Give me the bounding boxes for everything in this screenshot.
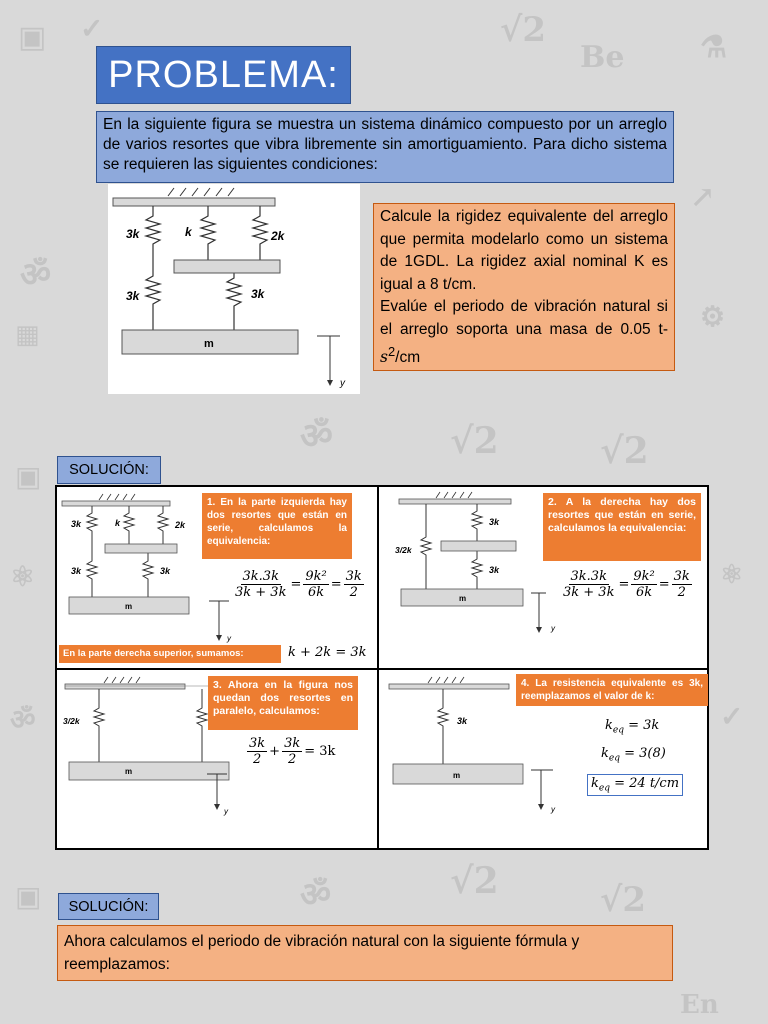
step-1-axis: [207, 597, 237, 647]
svg-text:y: y: [224, 807, 228, 816]
svg-text:y: y: [227, 634, 231, 643]
label-k-left-bottom: 3k: [126, 289, 140, 303]
svg-text:k: k: [115, 518, 121, 528]
solution-steps-grid: [55, 485, 709, 850]
label-mass: m: [204, 338, 214, 350]
label-k-left-top: 3k: [126, 227, 140, 241]
step-4-equation-1: $k_{eq} = 3k$: [605, 718, 660, 736]
step-3-cell: [57, 670, 377, 848]
step-1-diagram: [59, 489, 209, 639]
label-k-mid-top: k: [185, 225, 192, 239]
svg-text:3/2k: 3/2k: [63, 716, 80, 726]
svg-text:m: m: [453, 771, 461, 780]
svg-text:2k: 2k: [175, 520, 186, 530]
step-2-equation: $\frac{3k.3k}{3k + 3k}$ = $\frac{\text{9k²}}{6k}$ = $\frac{3k}{2}$: [563, 569, 690, 600]
step-1-note: 1. En la parte izquierda hay dos resortes que están en serie, calculamos la equivalencia:: [202, 493, 352, 559]
main-spring-figure: [108, 184, 360, 394]
svg-text:3/2k: 3/2k: [395, 545, 412, 555]
page-title: PROBLEMA:: [96, 46, 351, 104]
svg-text:3k: 3k: [160, 566, 171, 576]
step-1-sum-note: En la parte derecha superior, sumamos:: [59, 645, 281, 663]
step-2-axis-label: [549, 621, 563, 635]
final-paragraph: Ahora calculamos el periodo de vibración natural con la siguiente fórmula y reemplazamos:: [57, 925, 673, 981]
svg-text:m: m: [459, 594, 467, 603]
label-k-right-bottom: 3k: [251, 287, 265, 301]
step-2-diagram: [381, 489, 546, 639]
label-axis-y: y: [340, 378, 345, 389]
step-3-axis: [205, 770, 235, 820]
step-2-cell: [379, 487, 707, 668]
svg-text:y: y: [551, 624, 555, 633]
step-3-note: 3. Ahora en la figura nos quedan dos resortes en paralelo, calculamos:: [208, 676, 358, 730]
step-4-result: $k_{eq} = 24$ t/cm: [587, 774, 683, 796]
svg-text:3k: 3k: [489, 565, 500, 575]
main-spring-diagram: [108, 184, 360, 394]
svg-text:3k: 3k: [71, 566, 82, 576]
step-1-equation: $\frac{3k.3k}{3k + 3k}$ = $\frac{\text{9k²}}{6k}$ = $\frac{3k}{2}$: [235, 569, 362, 600]
step-4-equation-2: $k_{eq} = 3(8)$: [601, 746, 666, 764]
label-k-right-top: 2k: [271, 229, 285, 243]
conditions-box: [373, 203, 675, 371]
solution-label-2: SOLUCIÓN:: [58, 893, 159, 920]
step-1-sum-equation: k + 2k = 3k: [288, 645, 367, 660]
svg-text:3k: 3k: [457, 716, 468, 726]
step-1-cell: [57, 487, 377, 668]
condition-2: Evalúe el periodo de vibración natural si el arreglo soporta una masa de 0.05 $t-s^2/cm$: [380, 298, 668, 367]
step-3-equation: $\frac{3k}{2}$ + $\frac{3k}{2}$ = 3k: [249, 736, 336, 767]
svg-text:m: m: [125, 602, 133, 611]
intro-paragraph: En la siguiente figura se muestra un sistema dinámico compuesto por un arreglo de varios resortes que vibra libremente sin amortiguamiento. Para dicho sistema se requieren las siguientes condiciones:: [96, 111, 674, 183]
step-4-note: 4. La resistencia equivalente es 3k, reemplazamos el valor de k:: [516, 674, 708, 706]
condition-1: Calcule la rigidez equivalente del arreglo que permita modelarlo como un sistema de 1GDL. La rigidez axial nominal K es igual a 8 t/cm.: [380, 208, 668, 293]
step-2-note: 2. A la derecha hay dos resortes que están en serie, calculamos la equivalencia:: [543, 493, 701, 561]
solution-label-1: SOLUCIÓN:: [57, 456, 161, 484]
svg-text:3k: 3k: [71, 519, 82, 529]
svg-text:m: m: [125, 767, 133, 776]
svg-text:3k: 3k: [489, 517, 500, 527]
svg-text:y: y: [551, 805, 555, 814]
step-4-cell: [379, 670, 707, 848]
